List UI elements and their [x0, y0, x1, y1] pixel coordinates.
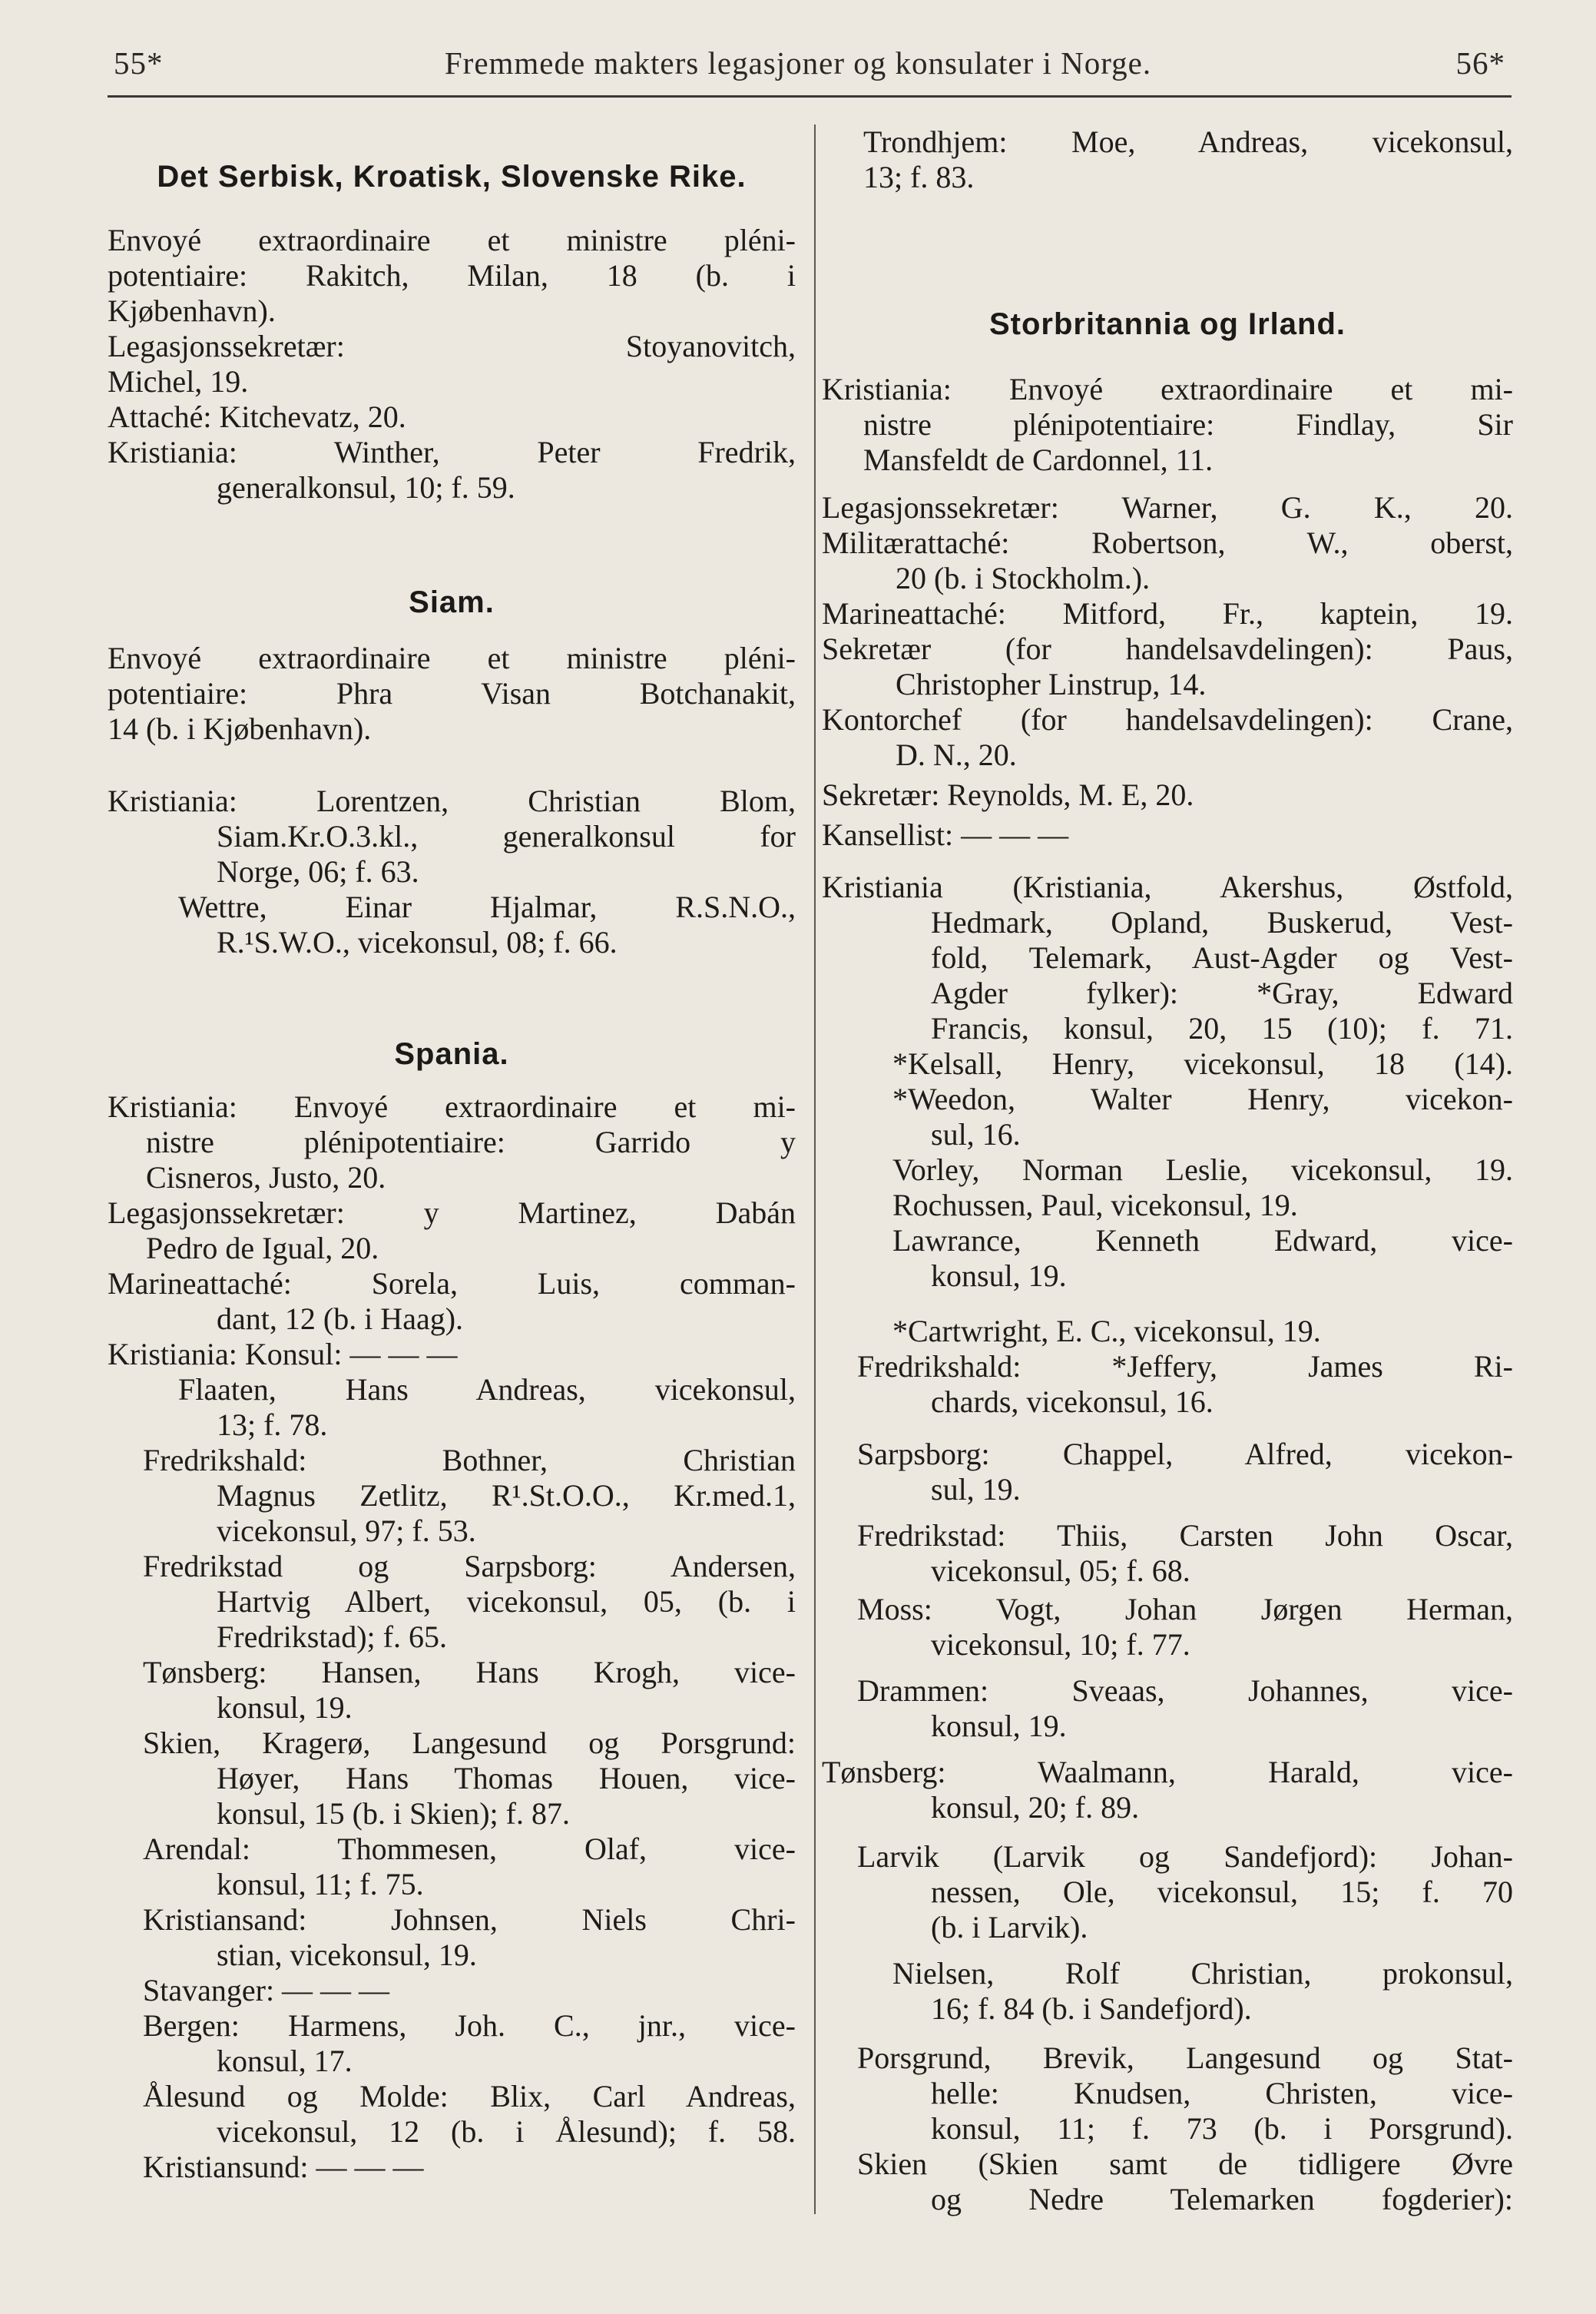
text-line: Tønsberg: Hansen, Hans Krogh, vice-: [143, 1655, 796, 1689]
text-line: 16; f. 84 (b. i Sandefjord).: [931, 1991, 1252, 2026]
text-line: fold, Telemark, Aust-Agder og Vest-: [931, 940, 1513, 975]
text-line: Moss: Vogt, Johan Jørgen Herman,: [857, 1592, 1513, 1626]
text-line: Envoyé extraordinaire et ministre pléni-: [108, 641, 796, 675]
text-line: helle: Knudsen, Christen, vice-: [931, 2076, 1513, 2110]
text-line: Kristiania: Winther, Peter Fredrik,: [108, 435, 796, 469]
text-line: Kristiania: Lorentzen, Christian Blom,: [108, 784, 796, 818]
text-line: Hartvig Albert, vicekonsul, 05, (b. i: [217, 1584, 796, 1619]
text-line: Hedmark, Opland, Buskerud, Vest-: [931, 905, 1513, 940]
text-line: Siam.Kr.O.3.kl., generalkonsul for: [217, 819, 796, 854]
text-line: Marineattaché: Mitford, Fr., kaptein, 19.: [822, 596, 1513, 631]
text-line: Kristiania (Kristiania, Akershus, Østfold,: [822, 870, 1513, 904]
text-line: nistre plénipotentiaire: Findlay, Sir: [863, 407, 1513, 442]
text-line: Sekretær (for handelsavdelingen): Paus,: [822, 632, 1513, 666]
section-heading-spain: Spania.: [394, 1037, 509, 1071]
text-line: *Cartwright, E. C., vicekonsul, 19.: [892, 1314, 1321, 1348]
text-line: *Weedon, Walter Henry, vicekon-: [892, 1082, 1513, 1116]
text-line: Fredrikstad og Sarpsborg: Andersen,: [143, 1549, 796, 1583]
text-line: Kontorchef (for handelsavdelingen): Crane,: [822, 702, 1513, 737]
text-line: 14 (b. i Kjøbenhavn).: [108, 711, 372, 746]
text-line: Sekretær: Reynolds, M. E, 20.: [822, 777, 1194, 812]
text-line: Ålesund og Molde: Blix, Carl Andreas,: [143, 2079, 796, 2113]
text-line: Mansfeldt de Cardonnel, 11.: [863, 443, 1214, 477]
text-line: Wettre, Einar Hjalmar, R.S.N.O.,: [178, 890, 796, 924]
column-divider: [814, 124, 816, 2214]
text-line: *Kelsall, Henry, vicekonsul, 18 (14).: [892, 1046, 1513, 1081]
text-line: Norge, 06; f. 63.: [217, 854, 419, 889]
text-line: Michel, 19.: [108, 364, 249, 399]
text-line: Nielsen, Rolf Christian, prokonsul,: [892, 1956, 1513, 1991]
text-line: Marineattaché: Sorela, Luis, comman-: [108, 1266, 796, 1301]
text-line: Fredrikstad: Thiis, Carsten John Oscar,: [857, 1518, 1513, 1553]
text-line: konsul, 19.: [217, 1690, 353, 1725]
right-page-number: 56*: [1455, 45, 1505, 81]
text-line: Kristiania: Konsul: — — —: [108, 1337, 458, 1371]
text-line: Drammen: Sveaas, Johannes, vice-: [857, 1673, 1513, 1708]
section-heading-serbia: Det Serbisk, Kroatisk, Slovenske Rike.: [157, 160, 747, 194]
text-line: Legasjonssekretær: Stoyanovitch,: [108, 329, 796, 363]
text-line: (b. i Larvik).: [931, 1910, 1088, 1944]
text-line: Legasjonssekretær: Warner, G. K., 20.: [822, 490, 1513, 525]
text-line: Arendal: Thommesen, Olaf, vice-: [143, 1832, 796, 1866]
text-line: vicekonsul, 97; f. 53.: [217, 1513, 476, 1548]
text-line: nistre plénipotentiaire: Garrido y: [146, 1125, 796, 1159]
left-page-number: 55*: [114, 45, 164, 81]
text-line: Tønsberg: Waalmann, Harald, vice-: [822, 1755, 1513, 1789]
text-line: Kristiania: Envoyé extraordinaire et mi-: [822, 372, 1513, 406]
text-line: konsul, 19.: [931, 1258, 1067, 1293]
text-line: konsul, 19.: [931, 1709, 1067, 1743]
text-line: Kristiansund: — — —: [143, 2150, 424, 2184]
text-line: Kjøbenhavn).: [108, 293, 276, 328]
text-line: Høyer, Hans Thomas Houen, vice-: [217, 1761, 796, 1795]
text-line: potentiaire: Phra Visan Botchanakit,: [108, 676, 796, 711]
text-line: vicekonsul, 10; f. 77.: [931, 1627, 1190, 1662]
text-line: D. N., 20.: [896, 738, 1017, 772]
text-line: Fredrikshald: *Jeffery, James Ri-: [857, 1349, 1513, 1384]
text-line: Francis, konsul, 20, 15 (10); f. 71.: [931, 1011, 1513, 1046]
text-line: nessen, Ole, vicekonsul, 15; f. 70: [931, 1875, 1513, 1909]
text-line: Kristiansand: Johnsen, Niels Chri-: [143, 1902, 796, 1937]
text-line: chards, vicekonsul, 16.: [931, 1384, 1214, 1419]
text-line: Rochussen, Paul, vicekonsul, 19.: [892, 1188, 1298, 1222]
header-rule: [108, 95, 1512, 98]
text-line: Christopher Linstrup, 14.: [896, 667, 1207, 701]
text-line: Legasjonssekretær: y Martinez, Dabán: [108, 1195, 796, 1230]
text-line: konsul, 15 (b. i Skien); f. 87.: [217, 1796, 570, 1831]
text-line: Magnus Zetlitz, R¹.St.O.O., Kr.med.1,: [217, 1478, 796, 1513]
text-line: og Nedre Telemarken fogderier):: [931, 2182, 1513, 2216]
text-line: Fredrikstad); f. 65.: [217, 1619, 447, 1654]
text-line: sul, 16.: [931, 1117, 1021, 1152]
text-line: Larvik (Larvik og Sandefjord): Johan-: [857, 1839, 1513, 1874]
text-line: Pedro de Igual, 20.: [146, 1231, 379, 1265]
text-line: vicekonsul, 05; f. 68.: [931, 1553, 1190, 1588]
text-line: vicekonsul, 12 (b. i Ålesund); f. 58.: [217, 2114, 796, 2149]
text-line: Flaaten, Hans Andreas, vicekonsul,: [178, 1372, 796, 1407]
text-line: stian, vicekonsul, 19.: [217, 1938, 477, 1972]
text-line: R.¹S.W.O., vicekonsul, 08; f. 66.: [217, 925, 618, 960]
text-line: Sarpsborg: Chappel, Alfred, vicekon-: [857, 1437, 1513, 1471]
text-line: Militærattaché: Robertson, W., oberst,: [822, 525, 1513, 560]
text-line: 13; f. 83.: [863, 160, 975, 194]
text-line: Fredrikshald: Bothner, Christian: [143, 1443, 796, 1477]
text-line: Skien (Skien samt de tidligere Øvre: [857, 2147, 1513, 2181]
text-line: konsul, 20; f. 89.: [931, 1790, 1140, 1825]
text-line: Vorley, Norman Leslie, vicekonsul, 19.: [892, 1152, 1513, 1187]
text-line: sul, 19.: [931, 1472, 1021, 1507]
text-line: Agder fylker): *Gray, Edward: [931, 976, 1513, 1010]
text-line: Lawrance, Kenneth Edward, vice-: [892, 1223, 1513, 1258]
text-line: Kristiania: Envoyé extraordinaire et mi-: [108, 1089, 796, 1124]
text-line: Skien, Kragerø, Langesund og Porsgrund:: [143, 1726, 796, 1760]
text-line: Attaché: Kitchevatz, 20.: [108, 399, 406, 434]
text-line: Bergen: Harmens, Joh. C., jnr., vice-: [143, 2008, 796, 2043]
section-heading-siam: Siam.: [409, 585, 495, 619]
text-line: Trondhjem: Moe, Andreas, vicekonsul,: [863, 124, 1513, 159]
text-line: 20 (b. i Stockholm.).: [896, 561, 1151, 595]
text-line: Envoyé extraordinaire et ministre pléni-: [108, 223, 796, 257]
text-line: dant, 12 (b. i Haag).: [217, 1301, 464, 1336]
page-title: Fremmede makters legasjoner og konsulater i Norge.: [444, 45, 1152, 81]
text-line: Kansellist: — — —: [822, 817, 1069, 852]
text-line: Porsgrund, Brevik, Langesund og Stat-: [857, 2040, 1513, 2075]
text-line: konsul, 11; f. 73 (b. i Porsgrund).: [931, 2111, 1513, 2146]
section-heading-britain: Storbritannia og Irland.: [988, 307, 1346, 341]
text-line: 13; f. 78.: [217, 1407, 328, 1442]
text-line: konsul, 17.: [217, 2044, 353, 2078]
text-line: konsul, 11; f. 75.: [217, 1867, 424, 1901]
text-line: potentiaire: Rakitch, Milan, 18 (b. i: [108, 258, 796, 293]
text-line: Cisneros, Justo, 20.: [146, 1160, 386, 1195]
text-line: Stavanger: — — —: [143, 1973, 390, 2007]
text-line: generalkonsul, 10; f. 59.: [217, 470, 515, 505]
